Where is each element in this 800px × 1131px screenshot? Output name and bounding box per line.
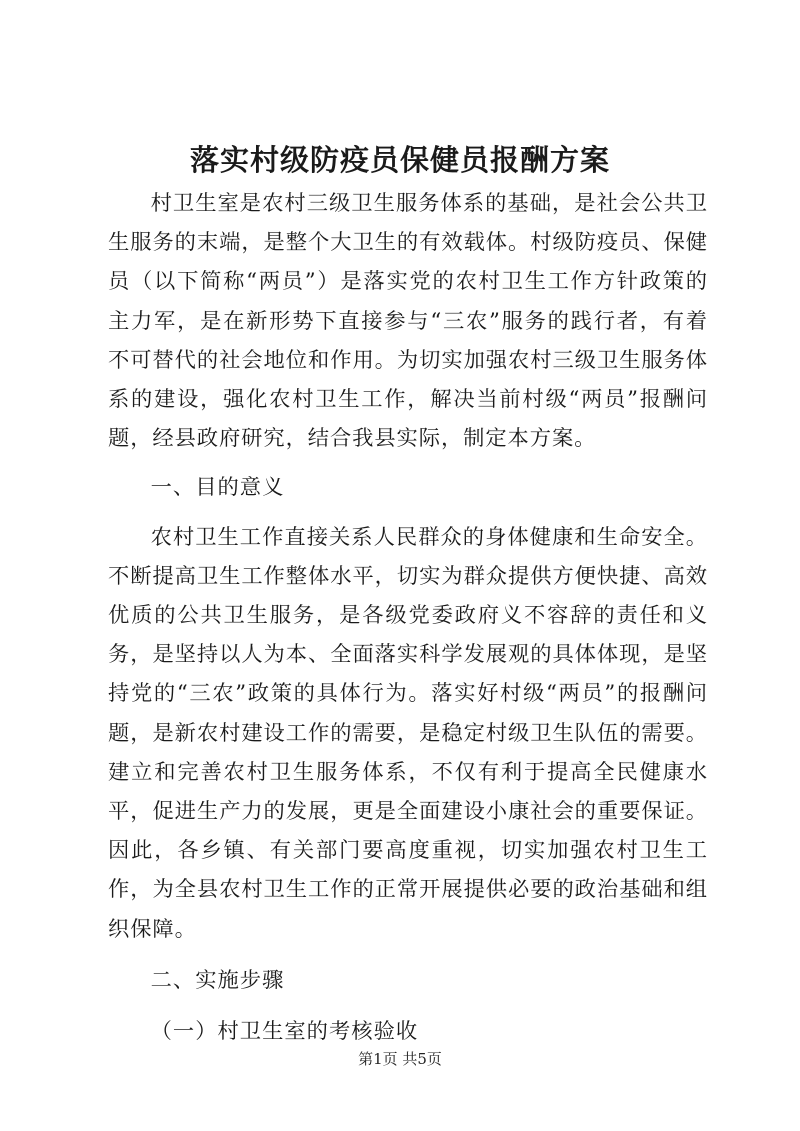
subsection-heading-inspection: （一）村卫生室的考核验收 — [150, 1019, 419, 1045]
section-heading-purpose: 一、目的意义 — [150, 475, 285, 501]
document-title: 落实村级防疫员保健员报酬方案 — [189, 143, 610, 177]
page-number-footer: 第1页 共5页 — [358, 1050, 442, 1068]
purpose-paragraph: 农村卫生工作直接关系人民群众的身体健康和生命安全。不断提高卫生工作整体水平，切实为群众提供方便快捷、高效优质的公共卫生服务，是各级党委政府义不容辞的责任和义务，是坚持以人为本、全面落实科学发展观的具体体现，是坚持党的“三农”政策的具体行为。落实好村级“两员”的报酬问题，是新农村建设工作的需要，是稳定村级卫生队伍的需要。建立和完善农村卫生服务体系，不仅有利于提高全民健康水平，促进生产力的发展，更是全面建设小康社会的重要保证。因此，各乡镇、有关部门要高度重视，切实加强农村卫生工作，为全县农村卫生工作的正常开展提供必要的政治基础和组织保障。 — [108, 524, 708, 942]
document-body — [108, 184, 708, 1051]
section-heading-steps: 二、实施步骤 — [150, 967, 285, 993]
intro-paragraph: 村卫生室是农村三级卫生服务体系的基础，是社会公共卫生服务的末端，是整个大卫生的有效载体。村级防疫员、保健员（以下简称“两员”）是落实党的农村卫生工作方针政策的主力军，是在新形势下直接参与“三农”服务的践行者，有着不可替代的社会地位和作用。为切实加强农村三级卫生服务体系的建设，强化农村卫生工作，解决当前村级“两员”报酬问题，经县政府研究，结合我县实际，制定本方案。 — [108, 191, 708, 452]
